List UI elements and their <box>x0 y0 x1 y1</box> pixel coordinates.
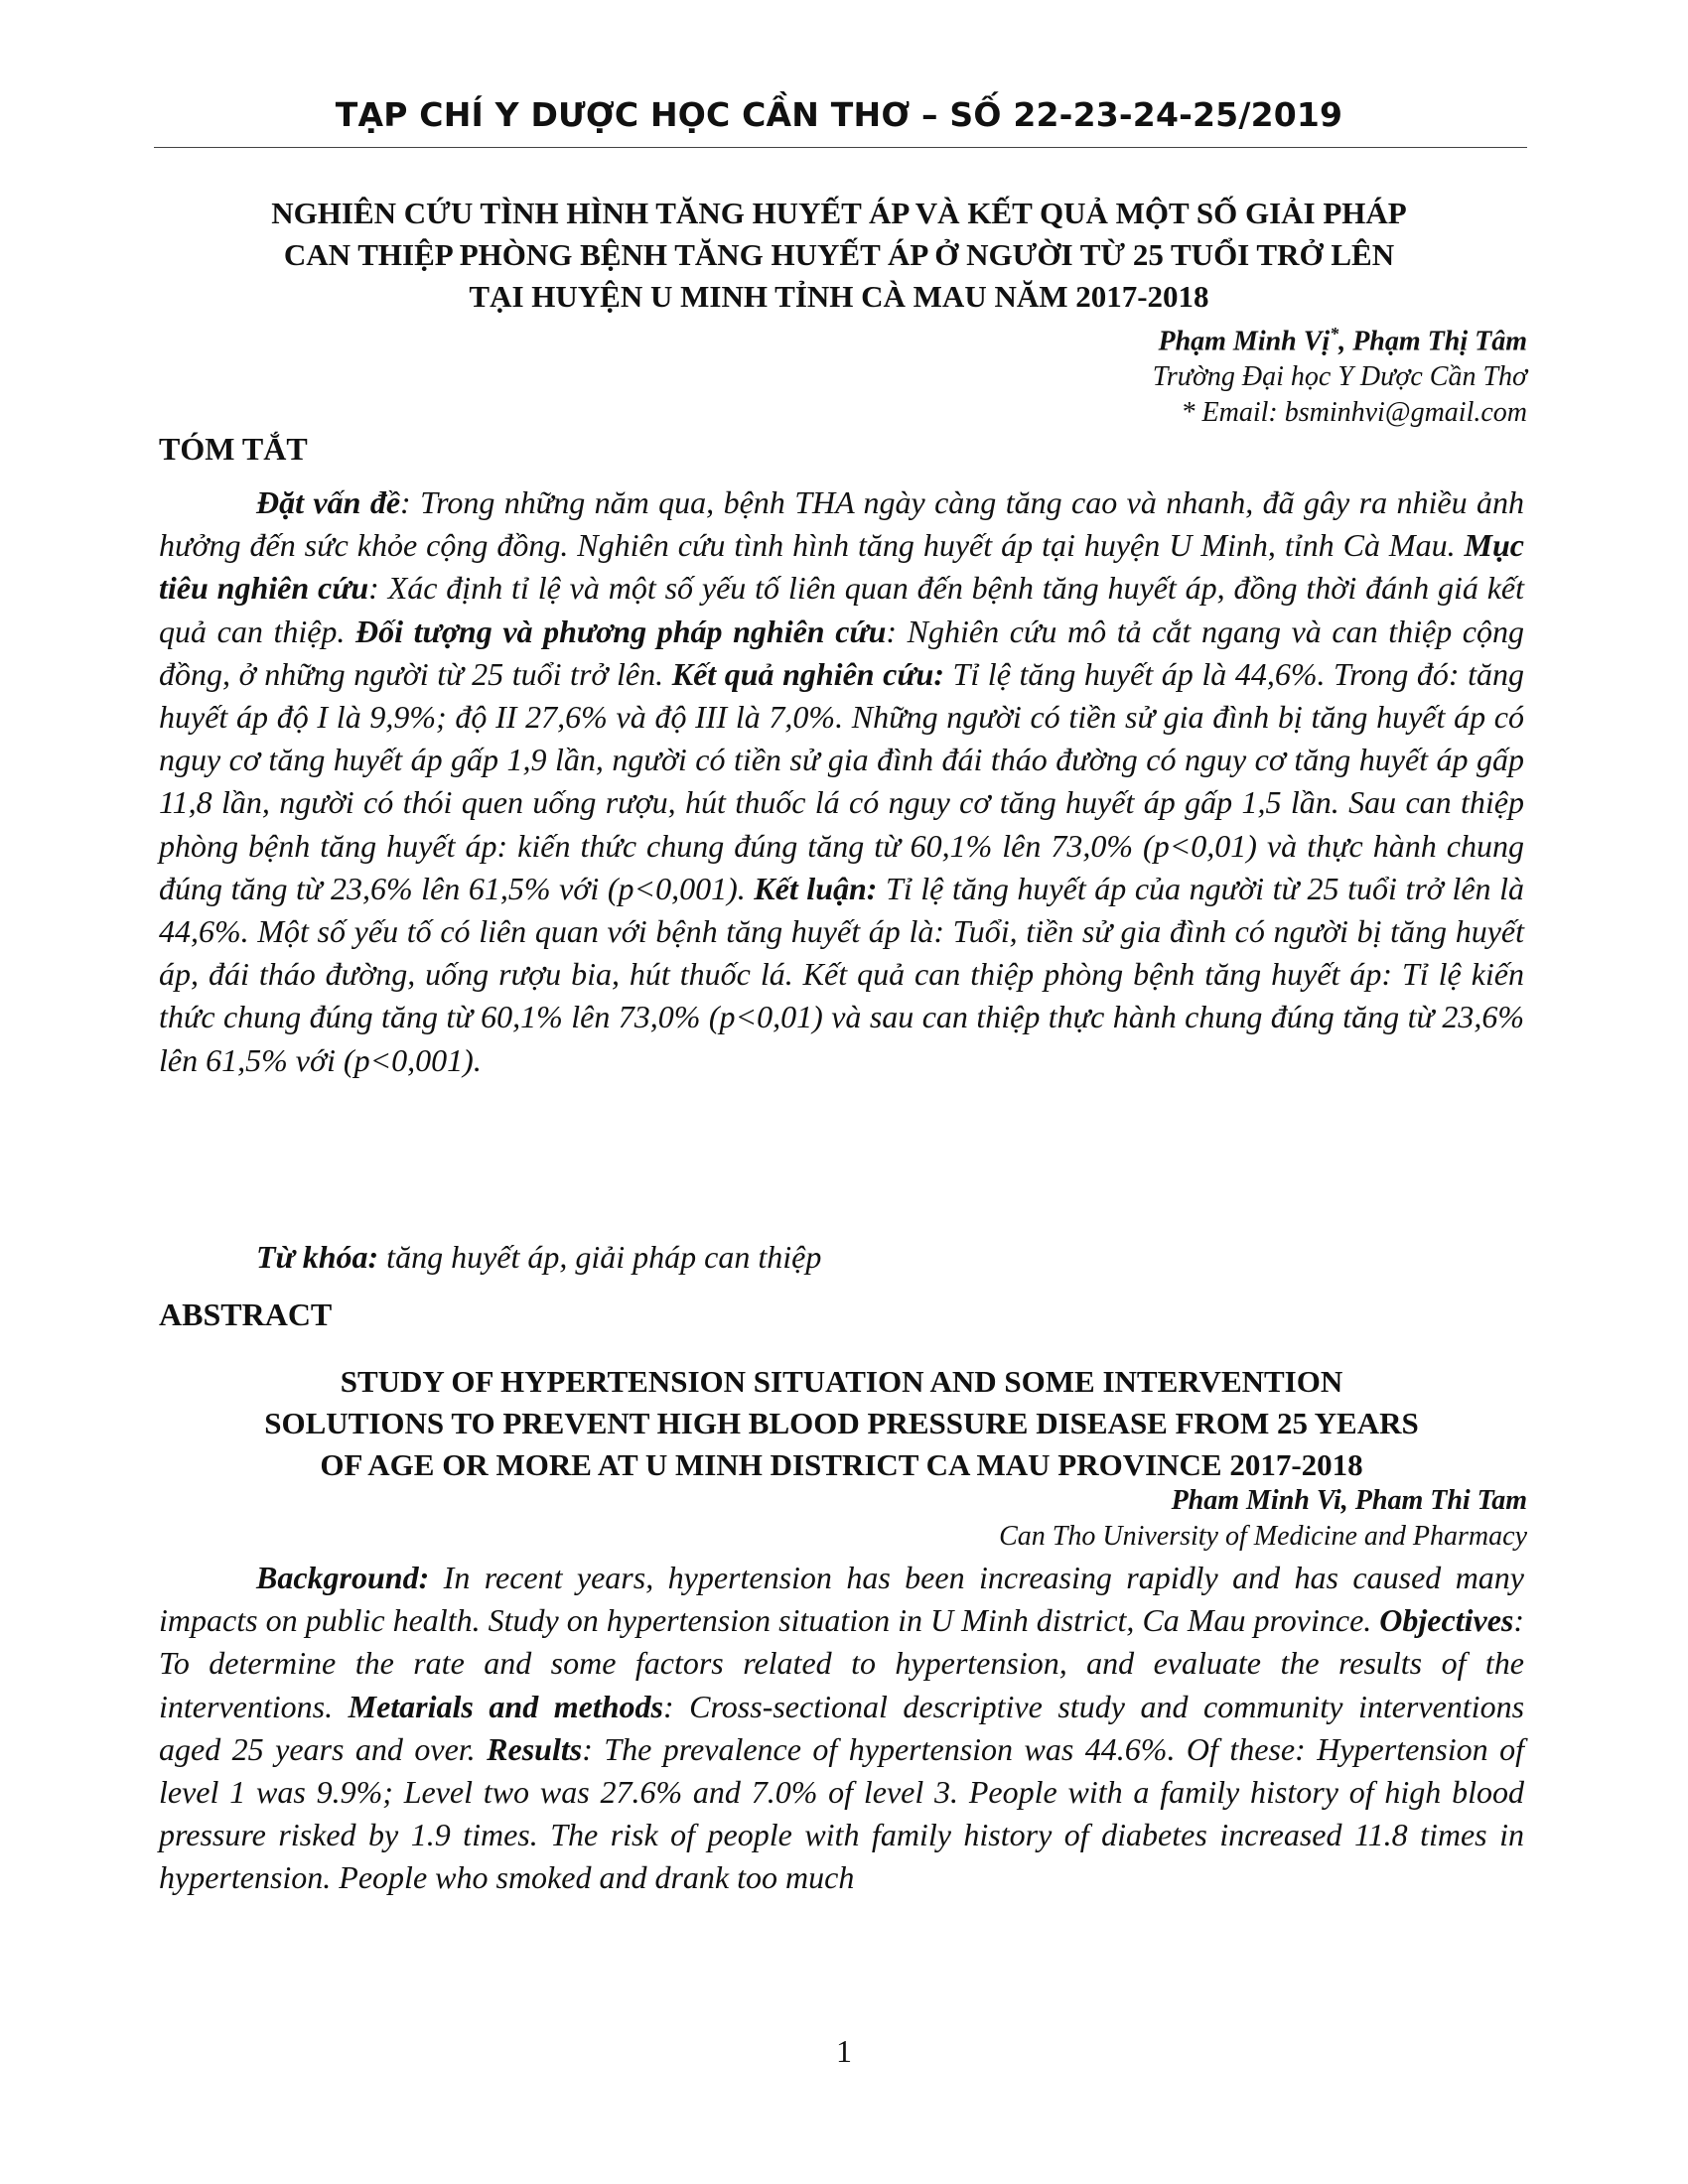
background-label: Đặt vấn đề <box>256 484 401 520</box>
en-results-label: Results <box>487 1730 583 1767</box>
methods-label: Đối tượng và phương pháp nghiên cứu <box>355 613 887 649</box>
header-rule <box>154 147 1527 148</box>
keywords <box>256 1239 821 1276</box>
vietnamese-summary-paragraph <box>159 481 1524 1082</box>
vietnamese-title-line: CAN THIỆP PHÒNG BỆNH TĂNG HUYẾT ÁP Ở NGƯỜI TỪ 25 TUỔI TRỞ LÊN <box>283 237 1395 272</box>
author-name-rest: , Phạm Thị Tâm <box>1338 326 1527 357</box>
journal-header: TẠP CHÍ Y DƯỢC HỌC CẦN THƠ – SỐ 22-23-24-25/2019 <box>335 95 1343 134</box>
vietnamese-title-line: NGHIÊN CỨU TÌNH HÌNH TĂNG HUYẾT ÁP VÀ KẾT QUẢ MỘT SỐ GIẢI PHÁP <box>271 196 1407 230</box>
en-objectives-label: Objectives <box>1379 1602 1514 1639</box>
vietnamese-affiliation: Trường Đại học Y Dược Cần Thơ <box>1152 361 1527 393</box>
methods-text: : Nghiên cứu mô tả cắt ngang và can thiệp cộng đồng, ở những người từ 25 tuổi trở lên. <box>159 613 1525 692</box>
author-name: Phạm Minh Vị <box>1158 326 1331 357</box>
en-objectives-text: : To determine the rate and some factors related to hypertension, and evaluate the results of the interventions. <box>159 1602 1524 1724</box>
english-abstract-paragraph <box>159 1557 1524 1900</box>
english-author-block <box>999 1483 1527 1555</box>
conclusion-label: Kết luận: <box>754 870 878 906</box>
english-title-line: STUDY OF HYPERTENSION SITUATION AND SOME INTERVENTION <box>340 1364 1343 1399</box>
en-methods-label: Metarials and methods <box>348 1688 663 1724</box>
vietnamese-title-line: TẠI HUYỆN U MINH TỈNH CÀ MAU NĂM 2017-2018 <box>469 279 1209 314</box>
conclusion-text: Tỉ lệ tăng huyết áp của người từ 25 tuổi trở lên là 44,6%. Một số yếu tố có liên quan với bệnh tăng huyết áp là: Tuổi, tiền sử gia đình có người bị tăng huyết áp, đái tháo đường, uống rượu bia, hút thuốc lá. Kết quả can thiệp phòng bệnh tăng huyết áp: Tỉ lệ kiến thức chung đúng tăng từ 60,1% lên 73,0% (p<0,01) và sau can thiệp thực hành chung đúng tăng từ 23,6% lên 61,5% với (p<0,001). <box>159 870 1525 1078</box>
en-background-label: Background: <box>256 1560 430 1595</box>
en-results-text: : The prevalence of hypertension was 44.6%. Of these: Hypertension of level 1 was 9.9%; Level two was 27.6% and 7.0% of level 3. People with a family history of high blood pressure risked by 1.9 times. The risk of people with family history of diabetes increased 11.8 times in hypertension. People who smoked and drank too much <box>159 1730 1525 1896</box>
vietnamese-author-block <box>1153 316 1527 431</box>
objectives-text: : Xác định tỉ lệ và một số yếu tố liên quan đến bệnh tăng huyết áp, đồng thời đánh giá kết quả can thiệp. <box>159 570 1525 649</box>
en-background-text: In recent years, hypertension has been increasing rapidly and has caused many impacts on public health. Study on hypertension situation in U Minh district, Ca Mau province. <box>159 1560 1524 1639</box>
english-title-line: SOLUTIONS TO PREVENT HIGH BLOOD PRESSURE DISEASE FROM 25 YEARS <box>264 1406 1419 1440</box>
author-email: * Email: bsminhvi@gmail.com <box>1181 397 1527 429</box>
vietnamese-title <box>154 193 1524 318</box>
english-authors: Pham Minh Vi, Pham Thi Tam <box>1171 1485 1527 1516</box>
page-number: 1 <box>836 2033 852 2069</box>
vietnamese-authors <box>1153 316 1527 359</box>
keywords-text: tăng huyết áp, giải pháp can thiệp <box>378 1239 822 1275</box>
keywords-label: Từ khóa: <box>256 1239 379 1275</box>
english-affiliation: Can Tho University of Medicine and Pharmacy <box>999 1521 1527 1552</box>
abstract-heading: ABSTRACT <box>159 1297 333 1332</box>
background-text: : Trong những năm qua, bệnh THA ngày càng tăng cao và nhanh, đã gây ra nhiều ảnh hưởng đến sức khỏe cộng đồng. Nghiên cứu tình hình tăng huyết áp tại huyện U Minh, tỉnh Cà Mau. <box>159 484 1525 564</box>
english-title-line: OF AGE OR MORE AT U MINH DISTRICT CA MAU PROVINCE 2017-2018 <box>320 1447 1363 1482</box>
summary-heading: TÓM TẮT <box>159 431 308 467</box>
english-title <box>159 1361 1524 1486</box>
author-mark: * <box>1330 324 1339 343</box>
results-label: Kết quả nghiên cứu: <box>671 655 944 692</box>
objectives-label: Mục tiêu nghiên cứu <box>159 527 1524 607</box>
results-text: Tỉ lệ tăng huyết áp là 44,6%. Trong đó: tăng huyết áp độ I là 9,9%; độ II 27,6% và độ III là 7,0%. Những người có tiền sử gia đình bị tăng huyết áp có nguy cơ tăng huyết áp gấp 1,9 lần, người có tiền sử gia đình đái tháo đường có nguy cơ tăng huyết áp gấp 11,8 lần, người có thói quen uống rượu, hút thuốc lá có nguy cơ tăng huyết áp gấp 1,5 lần. Sau can thiệp phòng bệnh tăng huyết áp: kiến thức chung đúng tăng từ 60,1% lên 73,0% (p<0,01) và thực hành chung đúng tăng từ 23,6% lên 61,5% với (p<0,001). <box>159 655 1525 906</box>
en-methods-text: : Cross-sectional descriptive study and community interventions aged 25 years and over. <box>159 1688 1525 1767</box>
